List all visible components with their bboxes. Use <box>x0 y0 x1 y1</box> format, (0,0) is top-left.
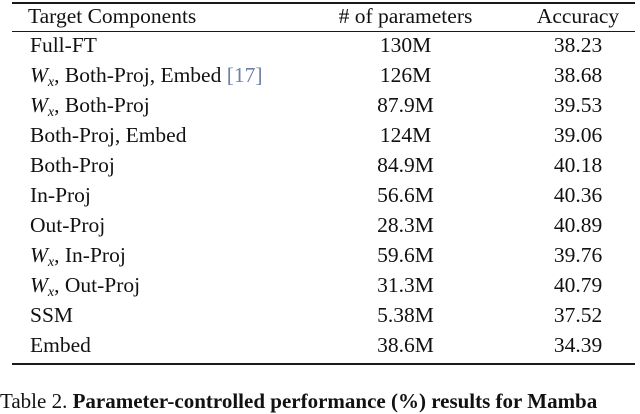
table-row <box>0 152 640 179</box>
cell-accuracy: 37.52 <box>553 303 603 327</box>
table-bottom-rule <box>12 363 635 365</box>
cell-target-components <box>30 272 140 299</box>
component-text: , In-Proj <box>54 243 126 267</box>
cell-num-parameters: 38.6M <box>377 333 434 357</box>
math-wx-base: W <box>30 273 48 297</box>
component-text: , Both-Proj <box>54 93 150 117</box>
cell-target-components <box>30 212 105 239</box>
math-wx-subscript: x <box>47 75 55 90</box>
cell-accuracy: 39.53 <box>553 93 603 117</box>
component-text: In-Proj <box>30 183 91 207</box>
component-text: Embed <box>30 333 91 357</box>
header-target-components: Target Components <box>28 4 197 28</box>
table-caption <box>0 388 640 414</box>
cell-target-components <box>30 332 91 359</box>
component-text: Both-Proj, Embed <box>30 123 187 147</box>
cell-target-components <box>30 122 186 149</box>
math-wx-base: W <box>30 63 48 87</box>
cell-num-parameters: 87.9M <box>377 93 434 117</box>
math-wx-subscript: x <box>47 105 55 120</box>
table-row <box>0 272 640 299</box>
cell-num-parameters: 59.6M <box>377 243 434 267</box>
table-row <box>0 92 640 119</box>
cell-target-components <box>30 62 263 89</box>
cell-accuracy: 34.39 <box>553 333 603 357</box>
math-wx-base: W <box>30 93 48 117</box>
cell-accuracy: 39.06 <box>553 123 603 147</box>
cell-accuracy: 40.79 <box>553 273 603 297</box>
component-text: Both-Proj <box>30 153 115 177</box>
caption-label: Table 2. <box>0 389 73 413</box>
header-accuracy: Accuracy <box>536 4 620 28</box>
cell-accuracy: 40.36 <box>553 183 603 207</box>
table-row <box>0 62 640 89</box>
component-text: Out-Proj <box>30 213 106 237</box>
cell-num-parameters: 124M <box>379 123 432 147</box>
cell-target-components <box>30 302 73 329</box>
math-wx <box>30 93 55 120</box>
math-wx <box>30 243 55 270</box>
cell-target-components <box>30 32 97 59</box>
cell-accuracy: 40.89 <box>553 213 603 237</box>
cell-target-components <box>30 152 115 179</box>
citation-link[interactable]: [17] <box>226 63 263 87</box>
table-row <box>0 122 640 149</box>
cell-accuracy: 38.23 <box>553 33 603 57</box>
cell-accuracy: 39.76 <box>553 243 603 267</box>
table-row <box>0 182 640 209</box>
table-header-row <box>0 3 640 30</box>
caption-bold-text: Parameter-controlled performance (%) results for Mamba <box>72 389 598 413</box>
cell-num-parameters: 84.9M <box>377 153 434 177</box>
table-row <box>0 302 640 329</box>
cell-num-parameters: 126M <box>379 63 432 87</box>
cell-num-parameters: 28.3M <box>377 213 434 237</box>
cell-num-parameters: 5.38M <box>377 303 434 327</box>
table-row <box>0 332 640 359</box>
math-wx <box>30 63 55 90</box>
math-wx <box>30 273 55 300</box>
header-num-parameters: # of parameters <box>338 4 473 28</box>
cell-accuracy: 40.18 <box>553 153 603 177</box>
table-row <box>0 242 640 269</box>
cell-num-parameters: 130M <box>379 33 432 57</box>
cell-num-parameters: 31.3M <box>377 273 434 297</box>
math-wx-subscript: x <box>47 255 55 270</box>
math-wx-subscript: x <box>47 285 55 300</box>
component-text: , Out-Proj <box>54 273 141 297</box>
table-row <box>0 212 640 239</box>
cell-target-components <box>30 242 126 269</box>
table-row <box>0 32 640 59</box>
math-wx-base: W <box>30 243 48 267</box>
cell-accuracy: 38.68 <box>553 63 603 87</box>
component-text: Full-FT <box>30 33 97 57</box>
component-text: SSM <box>30 303 74 327</box>
component-text: , Both-Proj, Embed <box>54 63 227 87</box>
cell-num-parameters: 56.6M <box>377 183 434 207</box>
cell-target-components <box>30 92 150 119</box>
cell-target-components <box>30 182 91 209</box>
